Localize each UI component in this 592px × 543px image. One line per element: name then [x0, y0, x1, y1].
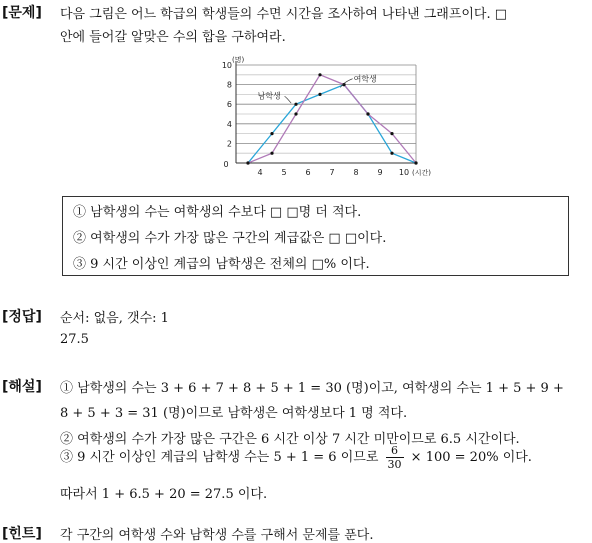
series-leader-girls	[340, 79, 352, 88]
data-point	[270, 152, 273, 155]
data-point	[414, 161, 417, 164]
series-label-girls: 여학생	[353, 74, 377, 84]
data-point	[390, 132, 393, 135]
y-axis-unit-label: (명)	[232, 56, 245, 64]
question-box	[62, 196, 569, 276]
question-2: ② 여학생의 수가 가장 많은 구간의 계급값은 □ □이다.	[73, 231, 387, 246]
sleep-time-chart	[216, 55, 431, 185]
x-tick-label: 10	[398, 168, 410, 177]
solution-line1: ① 남학생의 수는 3 + 6 + 7 + 8 + 5 + 1 = 30 (명)이고, 여학생의 수는 1 + 5 + 9 +	[60, 381, 564, 396]
x-tick-label: 7	[329, 168, 335, 177]
fraction	[386, 444, 404, 471]
series-leader-boys	[285, 96, 292, 103]
fraction-numerator: 6	[386, 444, 404, 458]
series-label-boys: 남학생	[257, 91, 281, 101]
problem-text-line2: 안에 들어갈 알맞은 수의 합을 구하여라.	[60, 30, 286, 45]
data-point	[294, 112, 297, 115]
x-tick-label: 4	[257, 168, 263, 177]
problem-text-line1: 다음 그림은 어느 학급의 학생들의 수면 시간을 조사하여 나타낸 그래프이다. □	[60, 7, 508, 22]
solution-line4	[60, 444, 532, 471]
x-tick-label: 6	[305, 168, 311, 177]
y-tick-label: 10	[221, 61, 232, 70]
y-tick-label: 8	[226, 80, 232, 90]
hint-tag: [힌트]	[2, 526, 42, 542]
origin-label: 0	[223, 160, 229, 169]
hint-line1: 각 구간의 여학생 수와 남학생 수를 구해서 문제를 푼다.	[60, 528, 374, 543]
question-1: ① 남학생의 수는 여학생의 수보다 □ □명 더 적다.	[73, 205, 362, 220]
fraction-denominator: 30	[387, 458, 402, 471]
y-tick-label: 4	[226, 119, 232, 129]
data-point	[390, 152, 393, 155]
answer-tag: [정답]	[2, 309, 42, 325]
data-point	[246, 161, 249, 164]
answer-value: 27.5	[60, 332, 89, 347]
x-tick-label: 8	[353, 168, 359, 177]
series-line-2	[248, 75, 416, 163]
y-tick-label: 2	[226, 139, 232, 149]
problem-tag: [문제]	[2, 5, 42, 21]
solution-line4-post: × 100 = 20% 이다.	[410, 450, 532, 465]
x-axis-unit-label: (시간)	[412, 169, 431, 177]
solution-line3: ② 여학생의 수가 가장 많은 구간은 6 시간 이상 7 시간 미만이므로 6.5 시간이다.	[60, 432, 520, 447]
data-point	[318, 93, 321, 96]
data-point	[270, 132, 273, 135]
data-point	[318, 73, 321, 76]
x-tick-label: 5	[281, 168, 287, 177]
data-point	[294, 103, 297, 106]
solution-line2: 8 + 5 + 3 = 31 (명)이므로 남학생은 여학생보다 1 명 적다.	[60, 406, 408, 421]
solution-line5: 따라서 1 + 6.5 + 20 = 27.5 이다.	[60, 487, 268, 502]
x-tick-label: 9	[377, 168, 383, 177]
answer-line1: 순서: 없음, 갯수: 1	[60, 311, 169, 326]
data-point	[366, 112, 369, 115]
solution-line4-pre: ③ 9 시간 이상인 계급의 남학생 수는 5 + 1 = 6 이므로	[60, 450, 379, 465]
question-3: ③ 9 시간 이상인 계급의 남학생은 전체의 □% 이다.	[73, 257, 370, 272]
y-tick-label: 6	[226, 100, 232, 110]
solution-tag: [해설]	[2, 379, 42, 395]
